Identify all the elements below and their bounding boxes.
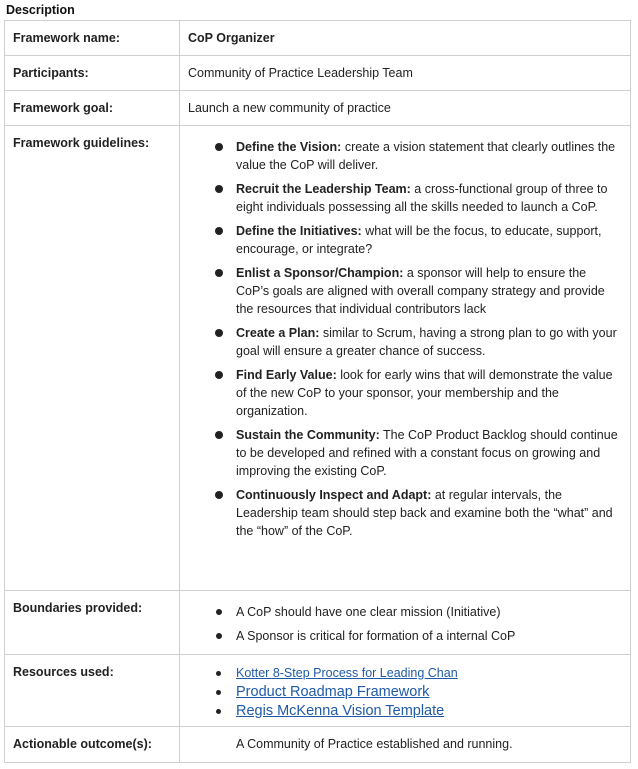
list-item [236,486,622,540]
row-boundaries [5,591,631,655]
guideline-title: Sustain the Community: [236,428,380,442]
guideline-text: create a vision statement that clearly outlines the value the CoP will deliver. [236,140,616,172]
outcome-text: A Community of Practice established and running. [236,737,513,751]
guidelines-list [188,138,622,540]
list-item: A CoP should have one clear mission (Initiative) [236,603,622,621]
list-item [236,366,622,420]
value-framework-name: CoP Organizer [180,21,631,56]
list-item [236,264,622,318]
value-resources [180,655,631,727]
section-heading: Description [6,3,75,17]
guideline-title: Define the Vision: [236,140,342,154]
guideline-text: at regular intervals, the Leadership team should step back and examine both the “what” and the “how” of the CoP. [236,488,613,538]
list-item [236,180,622,216]
link-vision-template[interactable]: Regis McKenna Vision Template [236,703,445,719]
guideline-text: what will be the focus, to educate, support, encourage, or integrate? [236,224,602,256]
list-item [236,664,622,683]
label-boundaries: Boundaries provided: [5,591,180,655]
label-participants: Participants: [5,56,180,91]
label-framework-guidelines: Framework guidelines: [5,126,180,591]
value-participants: Community of Practice Leadership Team [180,56,631,91]
value-framework-goal: Launch a new community of practice [180,91,631,126]
guideline-title: Find Early Value: [236,368,337,382]
label-framework-name: Framework name: [5,21,180,56]
label-outcome: Actionable outcome(s): [5,727,180,763]
boundaries-list [188,603,622,645]
guideline-text: look for early wins that will demonstrate the value of the new CoP to your sponsor, your membership and the organization. [236,368,613,418]
list-item [236,702,622,721]
list-item [236,683,622,702]
value-boundaries [180,591,631,655]
guideline-title: Create a Plan: [236,326,320,340]
row-framework-goal [5,91,631,126]
guideline-title: Enlist a Sponsor/Champion: [236,266,404,280]
link-product-roadmap[interactable]: Product Roadmap Framework [236,684,430,700]
guideline-text: a cross-functional group of three to eight individuals possessing all the skills needed to launch a CoP. [236,182,608,214]
guideline-text: a sponsor will help to ensure the CoP’s goals are aligned with overall company strategy and provide the resources that individual contributors lack [236,266,605,316]
list-item [236,426,622,480]
label-resources: Resources used: [5,655,180,727]
value-outcome [180,727,631,763]
list-item [236,324,622,360]
guideline-title: Define the Initiatives: [236,224,362,238]
guideline-title: Recruit the Leadership Team: [236,182,411,196]
guideline-title: Continuously Inspect and Adapt: [236,488,432,502]
value-framework-guidelines [180,126,631,591]
row-resources [5,655,631,727]
guideline-text: The CoP Product Backlog should continue to be developed and refined with a constant focus on growing and improving the existing CoP. [236,428,618,478]
list-item: A Sponsor is critical for formation of a internal CoP [236,627,622,645]
resources-list [188,664,622,721]
link-kotter[interactable]: Kotter 8-Step Process for Leading Chan [236,666,458,680]
label-framework-goal: Framework goal: [5,91,180,126]
row-participants [5,56,631,91]
list-item [236,138,622,174]
list-item [236,222,622,258]
guideline-text: similar to Scrum, having a strong plan to go with your goal will ensure a greater chance of success. [236,326,617,358]
row-framework-name [5,21,631,56]
row-framework-guidelines [5,126,631,591]
framework-table [4,20,631,763]
row-outcome [5,727,631,763]
